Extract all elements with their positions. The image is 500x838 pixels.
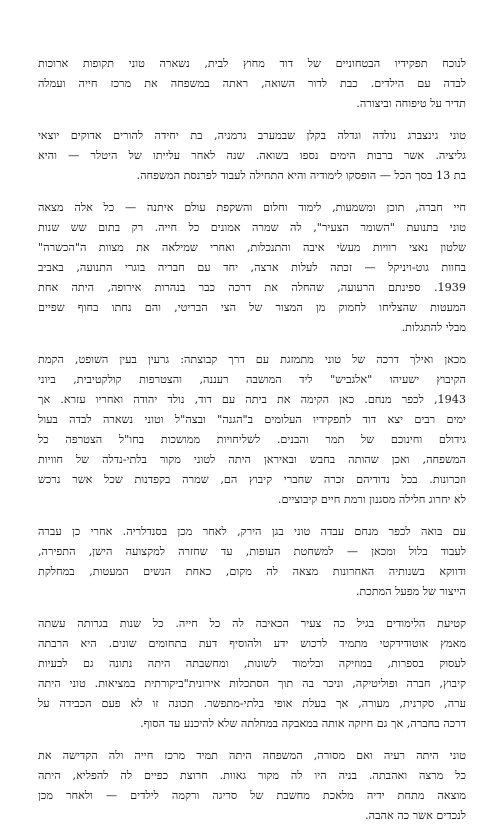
text-line: לנוכח תפקידיו הבטחוניים של דוד מחוץ לבית, נשארה טוני תקופות ארוכות — [38, 57, 466, 70]
text-line: כל מרצה ואהבתה. בניה היו לה מקור גאוות. חרוצת כפיים לה להפליא, היתה — [38, 769, 466, 782]
text-line: המעטות שהצליחו לחמוק מן המצור של הצי הבריטי, והם נחתו בחוף שפיים — [38, 301, 466, 314]
text-line: הייצור של מפעל המתכת. — [355, 585, 466, 598]
text-line: טוני היתה רעיה ואם מסורה, המשפחה היתה תמיד מרכז חייה ולה הקדישה את — [38, 749, 466, 762]
text-line: מכאן ואילך דרכה של טוני מתמזגת עם דרך קבוצתה: גרעין בעין השופט, הקמת — [38, 353, 466, 366]
text-line: בחוות גוט-ויניקל — זכתה לעלות ארצה, יחד עם חבריה בוגרי התנועה, באביב — [38, 261, 466, 274]
text-line: גידולם וחינוכם של תמר והבנים. לשליחויות ממושכות בחו"ל הצטרפה כל — [38, 433, 466, 446]
text-line: לעבוד בלול ומכאן — למשחטת העופות, עד שחזרה למקצועה הישן, התפירה, — [38, 545, 466, 558]
paragraph-family — [38, 746, 466, 826]
text-line: עם בואה לכפר מנחם עבדה טוני בגן הירק, לאחר מכן בסנדלריה. אחרי כן עברה — [38, 525, 466, 538]
paragraph-work — [38, 522, 466, 602]
text-line: 1939. ספינתם הרעועה, שהחלה את דרכה כבר בנהרות אירופה, היתה אחת — [38, 281, 466, 294]
text-line: מאמץ אוטודידקטי מתמיד לרכוש ידע ולהוסיף דעת בתחומים שונים. היא הרבתה — [38, 637, 466, 650]
paragraph-studies — [38, 614, 466, 734]
text-line: שלטון נאצי רוויות מעשׂי איבה והתנכלות, ואחרי שמילאה את מצוות ה"הכשרה" — [38, 241, 466, 254]
paragraph-childhood — [38, 126, 466, 186]
text-line: ימים רבים יצא דוד לתפקידיו העלומים ב"הגנה" ובצה"ל וטוני נשארה לבדה בעול — [38, 413, 466, 426]
text-line: גליציה. אשר ברבות הימים נספו בשואה. שנה לאחר עלייתו של היטלר — והיא — [38, 149, 466, 162]
text-line: לא יחרוג חלילה מסגנון ורמת חיים קיבוציים. — [277, 493, 466, 506]
text-line: ודווקא בשנותיה האחרונות מצאה לה מקום, כאחת הנשים המעטות, במחלקת — [38, 565, 466, 578]
text-line: וזכרונות. בכל נדודיהם זכרה שחברי קיבוץ הם, שמרה בקפדנות שכל אשר נרכש — [38, 473, 466, 486]
text-line: תדיר על טיפוחה וביצורה. — [356, 97, 466, 110]
text-line: 1943, לכפר מנחם. כאן הקימה את ביתה עם דוד, נולד יהודה ואחריו עזרא. אך — [38, 393, 466, 406]
text-line: לבדה עם הילדים. כבת לדור השואה, ראתה במשפחה את מרכז חייה ועמלה — [38, 77, 466, 90]
text-line: חיי חברה, תוכן ומשמעות, לימוד וחלום והשקפת עולם איתנה — כל אלה מצאה — [38, 201, 466, 214]
text-line: טוני בתנועת "השומר הצעיר", לה שמרה אמונים כל חייה. רק בתום שש שנות — [38, 221, 466, 234]
paragraph-wartime-absence — [38, 54, 466, 114]
text-line: לעסוק בספרות, במוזיקה ובלימוד לשונות, ומחשבתה היתה נתונה גם לבעיות — [38, 657, 466, 670]
text-line: קטיעת הלימודים בגיל כה צעיר הכאיבה לה כל חייה. כל שנות בגרותה עשתה — [38, 617, 466, 630]
text-line: דרכה בחברה, אך גם חיזקה אותה במאבקה במחלתה שלא להיכנע עד הסוף. — [140, 717, 466, 730]
paragraph-kibbutz-life — [38, 350, 466, 510]
text-line: טוני גינצברג נולדה וגדלה בקלן שבמערב גרמניה, בת יחידה להורים אדוקים יוצאי — [38, 129, 466, 142]
paragraph-youth-movement — [38, 198, 466, 338]
text-line: מבלי להתגלות. — [401, 321, 466, 334]
text-line: קיבוץ, חברה ופוליטיקה, וניכר בה תוך הסתכלות אירונית"ביקורתית במציאות. טוני היתה — [38, 677, 466, 690]
text-line: לנכדים אשר כה אהבה. — [365, 809, 466, 822]
text-line: מוצאה מתחת ידיה מלאכת מחשבת של סריגה ורקמה לילדים — ולאחר מכן — [38, 789, 466, 802]
text-line: המשפחה, ואכן שהותה בחבש ובאיראן היתה לטוני מקור בלתי-נדלה של חוויות — [38, 453, 466, 466]
text-line: הקיבוץ ישעיהו "אלגביש" ליד המושבה רעננה, והצטרפות קולקטיבית, ביוני — [38, 373, 466, 386]
text-line: ערה, סקרנית, מעורה, אך בעלת אופי בלתי-מתפשר. תכונה זו לא פעם הכבידה על — [38, 697, 466, 710]
document-page — [38, 54, 466, 838]
text-line: בת 13 בסך הכל — הופסקו לימודיה והיא התחילה לעבוד לפרנסת המשפחה. — [136, 169, 466, 182]
